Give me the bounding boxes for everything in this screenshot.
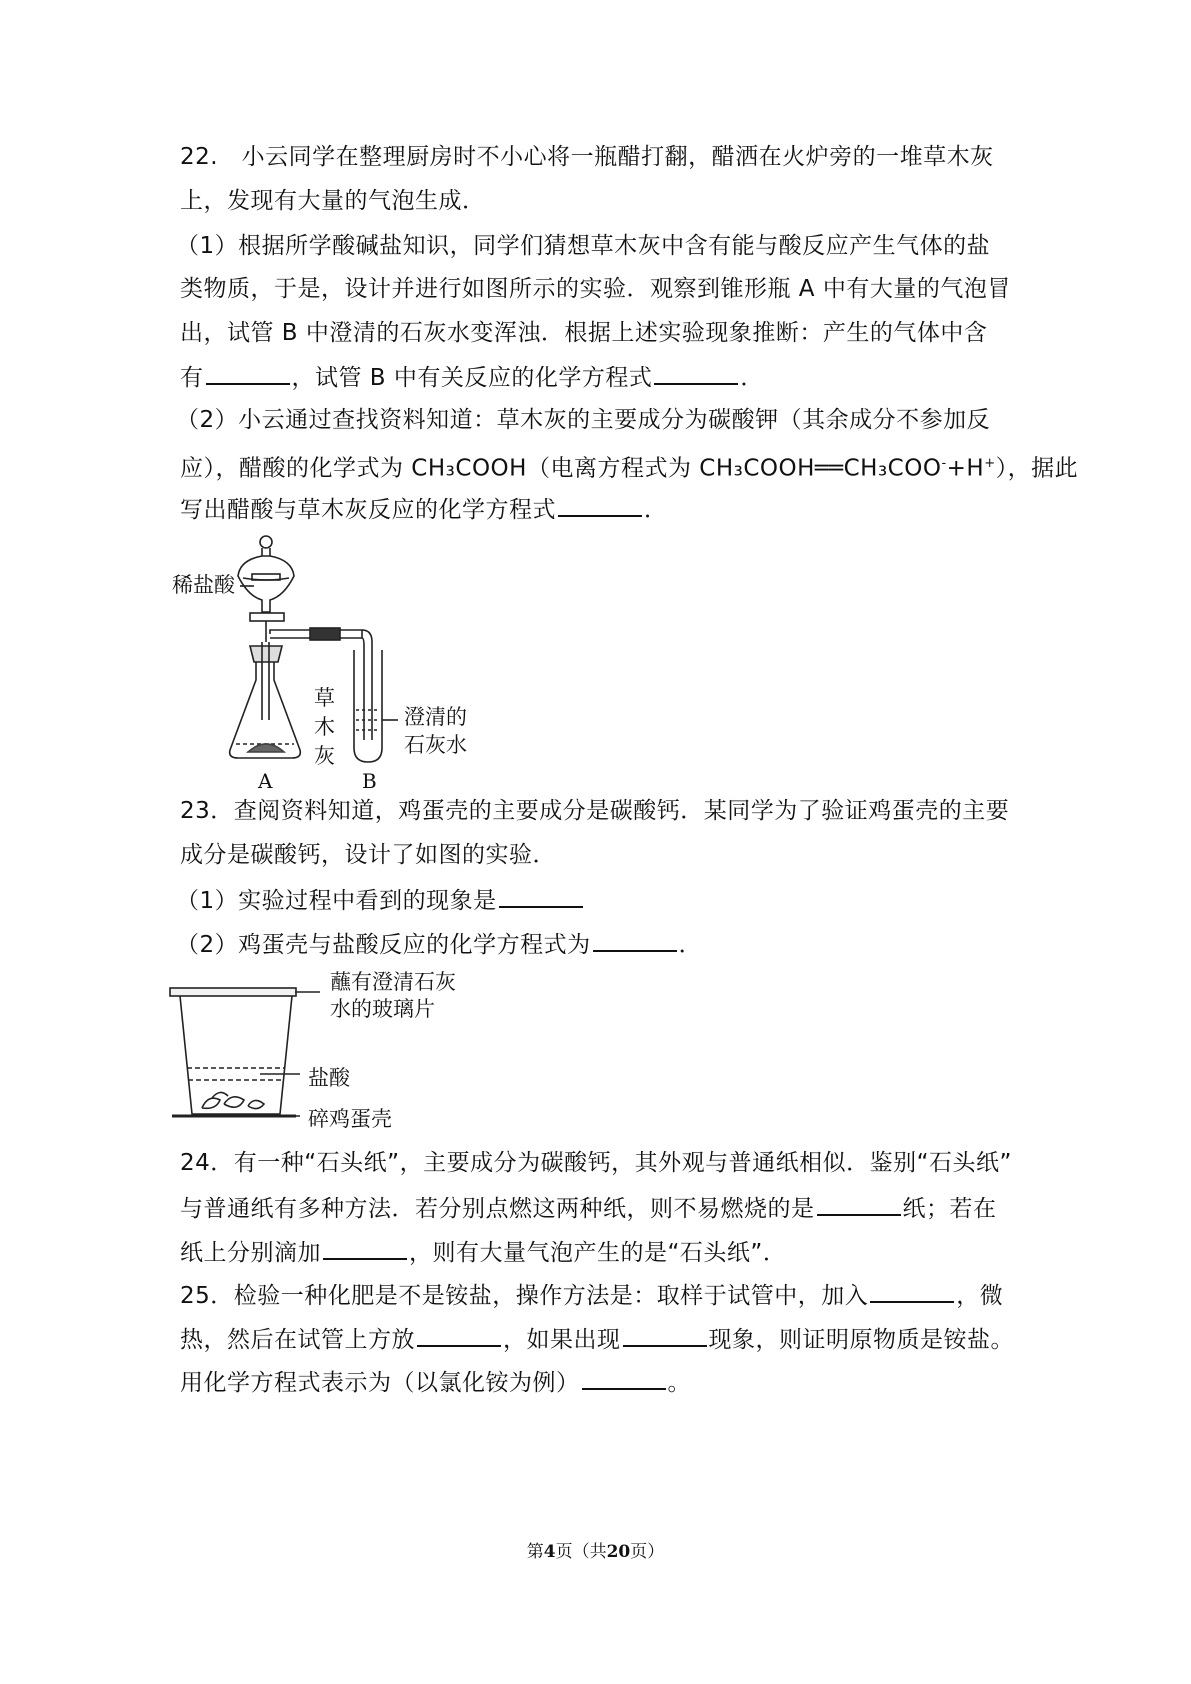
answer-blank[interactable] xyxy=(623,1323,707,1347)
text-fragment: 现象，则证明原物质是铵盐。 xyxy=(708,1327,1014,1353)
superscript: - xyxy=(941,456,947,471)
answer-blank[interactable] xyxy=(323,1236,407,1260)
text-fragment: 纸；若在 xyxy=(902,1196,997,1222)
q24-line-2 xyxy=(180,1192,1010,1224)
label-tube-b: B xyxy=(362,769,377,793)
q25-line-2 xyxy=(180,1323,1014,1355)
q22-part2-line-2 xyxy=(180,449,1079,484)
text-fragment: ，微 xyxy=(956,1283,1004,1309)
superscript: + xyxy=(984,456,996,471)
page-number: 4 xyxy=(543,1542,556,1562)
text-fragment: 。 xyxy=(667,1370,691,1396)
label-limewater-2: 石灰水 xyxy=(404,733,467,757)
q25-line-3 xyxy=(180,1366,1010,1398)
text-fragment: ． xyxy=(678,932,703,958)
q23-line-1: 23．查阅资料知道，鸡蛋壳的主要成分是碳酸钙．某同学为了验证鸡蛋壳的主要 xyxy=(180,798,1010,824)
q22-part2-line-3 xyxy=(180,493,1010,525)
text-fragment: ，则有大量气泡产生的是“石头纸”． xyxy=(409,1240,787,1266)
text-fragment: ． xyxy=(644,497,668,523)
text-fragment: 热，然后在试管上方放 xyxy=(180,1327,415,1353)
q22-part1-line-1: （1）根据所学酸碱盐知识，同学们猜想草木灰中含有能与酸反应产生气体的盐 xyxy=(176,233,991,259)
answer-blank[interactable] xyxy=(417,1323,501,1347)
text-fragment: 写出醋酸与草木灰反应的化学方程式 xyxy=(180,497,556,523)
q22-part1-line-4 xyxy=(180,361,1010,393)
footer-text: 第 xyxy=(526,1542,544,1562)
label-glass-plate-1: 蘸有澄清石灰 xyxy=(330,970,456,994)
label-dilute-hcl: 稀盐酸 xyxy=(172,573,235,597)
q22-part2-line-1: （2）小云通过查找资料知道：草木灰的主要成分为碳酸钾（其余成分不参加反 xyxy=(176,407,991,433)
answer-blank[interactable] xyxy=(206,361,290,385)
answer-blank[interactable] xyxy=(499,884,583,908)
answer-blank[interactable] xyxy=(558,493,642,517)
answer-blank[interactable] xyxy=(654,361,738,385)
page-footer xyxy=(0,1537,1191,1562)
q22-line-1: 22. 小云同学在整理厨房时不小心将一瓶醋打翻，醋洒在火炉旁的一堆草木灰 xyxy=(180,144,994,170)
text-fragment: 与普通纸有多种方法．若分别点燃这两种纸，则不易燃烧的是 xyxy=(180,1196,815,1222)
footer-text: 页（共 xyxy=(555,1542,607,1562)
answer-blank[interactable] xyxy=(593,928,677,952)
text-fragment: 用化学方程式表示为（以氯化铵为例） xyxy=(180,1370,580,1396)
text-fragment: （1）实验过程中看到的现象是 xyxy=(176,888,497,914)
answer-blank[interactable] xyxy=(817,1192,901,1216)
text-fragment: ，试管 B 中有关反应的化学方程式 xyxy=(291,365,653,391)
q25-line-1 xyxy=(180,1279,1010,1311)
label-ash-1: 草 xyxy=(314,686,335,710)
answer-blank[interactable] xyxy=(870,1279,954,1303)
q23-part2 xyxy=(176,928,1006,960)
label-glass-plate-2: 水的玻璃片 xyxy=(330,997,435,1021)
q22-part1-line-3: 出，试管 B 中澄清的石灰水变浑浊．根据上述实验现象推断：产生的气体中含 xyxy=(180,320,988,346)
text-fragment: ），据此 xyxy=(995,455,1079,482)
text-fragment: 应），醋酸的化学式为 CH₃COOH（电离方程式为 CH₃COOH══CH₃COO xyxy=(180,455,942,482)
q23-line-2: 成分是碳酸钙，设计了如图的实验． xyxy=(180,842,556,868)
answer-blank[interactable] xyxy=(582,1366,666,1390)
text-fragment: ． xyxy=(740,365,764,391)
q22-apparatus-diagram xyxy=(170,530,530,800)
text-fragment: 25．检验一种化肥是不是铵盐，操作方法是：取样于试管中，加入 xyxy=(180,1283,869,1309)
page-total: 20 xyxy=(606,1542,631,1562)
q23-part1 xyxy=(176,884,1006,916)
text-fragment: +H xyxy=(946,455,985,482)
label-ash-3: 灰 xyxy=(314,744,335,768)
q24-line-3 xyxy=(180,1236,1010,1268)
footer-text: 页） xyxy=(630,1542,665,1562)
text-fragment: （2）鸡蛋壳与盐酸反应的化学方程式为 xyxy=(176,932,591,958)
q24-line-1: 24．有一种“石头纸”，主要成分为碳酸钙，其外观与普通纸相似．鉴别“石头纸” xyxy=(180,1150,1012,1176)
text-fragment: ，如果出现 xyxy=(503,1327,621,1353)
q22-part1-line-2: 类物质，于是，设计并进行如图所示的实验．观察到锥形瓶 A 中有大量的气泡冒 xyxy=(180,276,1011,302)
text-fragment: 有 xyxy=(180,365,204,391)
label-hydrochloric-acid: 盐酸 xyxy=(308,1066,350,1090)
label-eggshell: 碎鸡蛋壳 xyxy=(308,1107,392,1131)
label-ash-2: 木 xyxy=(314,715,335,739)
text-fragment: 纸上分别滴加 xyxy=(180,1240,321,1266)
q22-line-2: 上，发现有大量的气泡生成． xyxy=(180,188,486,214)
label-limewater-1: 澄清的 xyxy=(404,705,467,729)
label-flask-a: A xyxy=(258,769,273,793)
